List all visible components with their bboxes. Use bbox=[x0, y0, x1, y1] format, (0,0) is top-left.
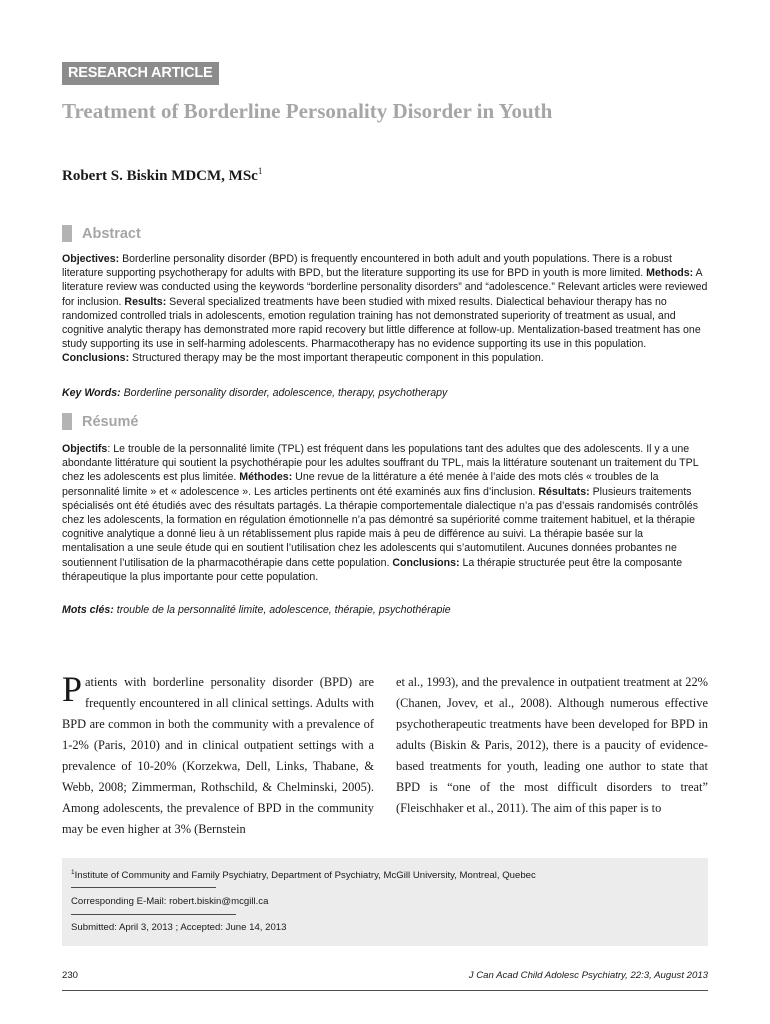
mots-cles-label: Mots clés: bbox=[62, 604, 114, 616]
author-name: Robert S. Biskin MDCM, MSc bbox=[62, 168, 258, 184]
footer-rule bbox=[62, 990, 708, 991]
abstract-results: Several specialized treatments have been studied with mixed results. Dialectical behaviour therapy has no randomized controlled trials in adolescents, emotion regulation training has not demonstrated superiority of treatment as usual, and cognitive analytic therapy has demonstrated more rapid recovery but little difference at follow-up. Mentalization-based treatment has one study supporting its use in self-harming adolescents. Pharmacotherapy has no evidence supporting its use in this population. bbox=[62, 295, 701, 351]
mots-cles-text: trouble de la personnalité limite, adolescence, thérapie, psychothérapie bbox=[113, 604, 451, 616]
body-right-text: et al., 1993), and the prevalence in outpatient treatment at 22% (Chanen, Jovev, et al., 2008). Although numerous effective psychotherapeutic treatments have been developed for BPD in adults (Biskin & Paris, 2012), there is a paucity of evidence-based treatments for youth, leading one author to state that BPD is “one of the most difficult disorders to treat” (Fleischhaker et al., 2011). The aim of this paper is to bbox=[396, 675, 708, 815]
author-line bbox=[62, 166, 262, 185]
article-title: Treatment of Borderline Personality Disorder in Youth bbox=[62, 99, 553, 123]
affiliation-text: Institute of Community and Family Psychiatry, Department of Psychiatry, McGill University, Montreal, Quebec bbox=[74, 870, 536, 882]
footnote-mark: 1 bbox=[71, 869, 75, 876]
section-bar bbox=[62, 413, 72, 430]
author-affil-mark: 1 bbox=[257, 166, 263, 176]
body-column-left bbox=[62, 669, 374, 840]
article-type-badge: RESEARCH ARTICLE bbox=[62, 62, 219, 85]
abstract-keywords bbox=[62, 387, 708, 399]
submission-dates: Submitted: April 3, 2013 ; Accepted: June 14, 2013 bbox=[71, 922, 287, 933]
resume-heading bbox=[62, 413, 138, 430]
affiliation-footnote bbox=[71, 869, 536, 881]
resume-resultats-label: Résultats: bbox=[538, 485, 590, 498]
resume-conclusions-label: Conclusions: bbox=[392, 556, 460, 569]
resume-objectifs: : Le trouble de la personnalité limite (TPL) est fréquent dans les populations tant des adultes que des adolescents. Il y a une abondante littérature qui soutient la psychothérapie pour les adultes souffrant du TPL, mais la littérature soutenant un traitement du TPL chez les adolescents est plus limitée. bbox=[62, 443, 699, 484]
footnote-divider bbox=[71, 887, 216, 888]
resume-keywords bbox=[62, 604, 708, 616]
keywords-label: Key Words: bbox=[62, 387, 121, 399]
abstract-conclusions-label: Conclusions: bbox=[62, 352, 130, 365]
abstract-objectives: Borderline personality disorder (BPD) is frequently encountered in both adult and youth populations. There is a robust literature supporting psychotherapy for adults with BPD, but the literature supporting its use for BPD in youth is more limited. bbox=[62, 253, 672, 280]
footnote-box bbox=[62, 858, 708, 946]
resume-methodes: Une revue de la littérature a été menée à l’aide des mots clés « troubles de la personnalité limite » et « adolescence ». Les articles pertinents ont été examinés aux fins d’inclusion. bbox=[62, 471, 659, 498]
keywords-text: Borderline personality disorder, adolescence, therapy, psychotherapy bbox=[120, 387, 448, 399]
abstract-methods-label: Methods: bbox=[646, 267, 694, 280]
resume-text bbox=[62, 442, 708, 584]
page-number: 230 bbox=[62, 970, 79, 981]
corresponding-email: Corresponding E-Mail: robert.biskin@mcgill.ca bbox=[71, 896, 269, 907]
abstract-conclusions: Structured therapy may be the most important therapeutic component in this population. bbox=[129, 352, 544, 365]
resume-resultats: Plusieurs traitements spécialisés ont été étudiés avec des résultats partagés. La thérapie comportementale dialectique n’a pas d’essais randomisés contrôlés chez les adolescents, la formation en régulation émotionnelle n’a pas démontré sa supériorité comme traitement habituel, et la thérapie cognitive analytique a donné lieu à un rétablissement plus rapide mais à peu de différence au suivi. La thérapie basée sur la mentalisation a une seule étude qui en soutient l’utilisation chez les adolescents qui s’automutilent. Aucunes données probantes ne soutiennent l’utilisation de la pharmacothérapie dans cette population. bbox=[62, 485, 698, 569]
abstract-heading-label: Abstract bbox=[82, 225, 141, 242]
footnote-divider bbox=[71, 914, 236, 915]
resume-objectifs-label: Objectifs bbox=[62, 443, 108, 455]
body-left-text: atients with borderline personality disorder (BPD) are frequently encountered in all clinical settings. Adults with BPD are common in both the community with a prevalence of 1-2% (Paris, 2010) and in clinical outpatient settings with a prevalence of 10-20% (Korzekwa, Dell, Links, Thabane, & Webb, 2008; Zimmerman, Rothschild, & Chelminski, 2005). Among adolescents, the prevalence of BPD in the community may be even higher at 3% (Bernstein bbox=[62, 675, 374, 836]
resume-conclusions: La thérapie structurée peut être la composante thérapeutique la plus importante pour cette population. bbox=[62, 556, 683, 583]
resume-heading-label: Résumé bbox=[82, 413, 139, 430]
resume-methodes-label: Méthodes: bbox=[239, 471, 293, 484]
abstract-text bbox=[62, 252, 708, 366]
section-bar bbox=[62, 225, 72, 242]
journal-citation: J Can Acad Child Adolesc Psychiatry, 22:3, August 2013 bbox=[468, 970, 708, 981]
body-column-right bbox=[396, 672, 708, 819]
abstract-objectives-label: Objectives: bbox=[62, 253, 120, 265]
abstract-heading bbox=[62, 225, 141, 242]
abstract-methods: A literature review was conducted using the keywords “borderline personality disorders” and “adolescence.” Relevant articles were reviewed for inclusion. bbox=[62, 267, 708, 308]
drop-cap: P bbox=[62, 669, 83, 709]
abstract-results-label: Results: bbox=[124, 295, 167, 308]
